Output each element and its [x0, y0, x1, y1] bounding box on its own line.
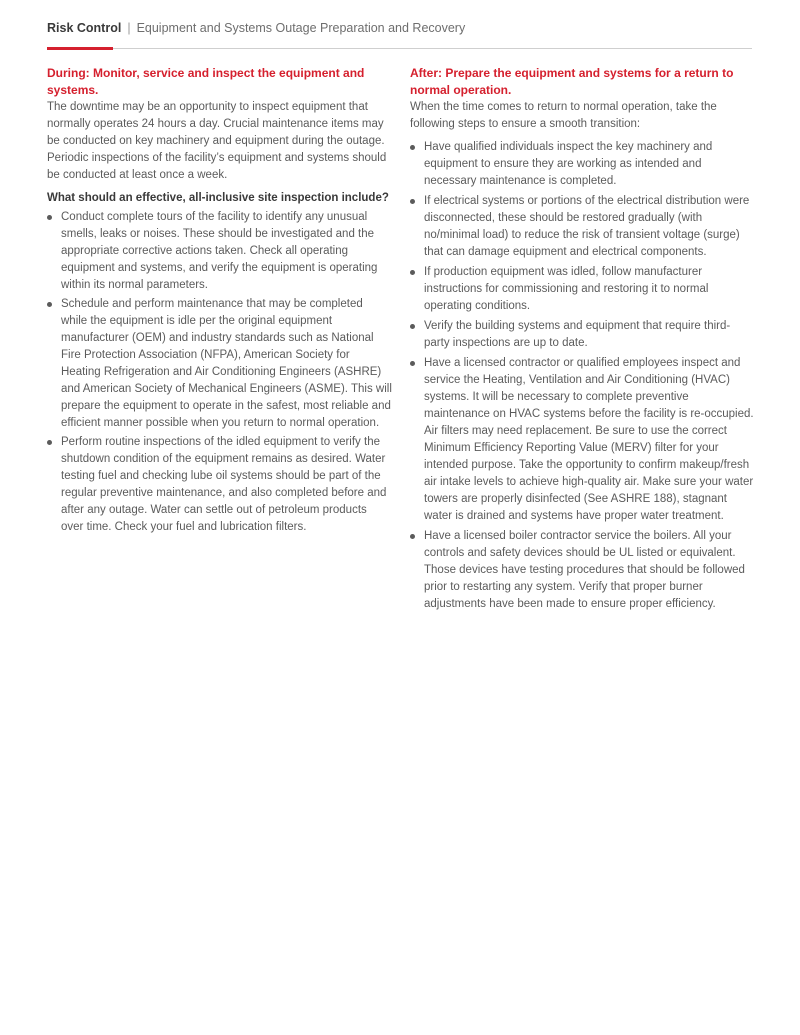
- bullet-dot-icon: [47, 215, 52, 220]
- header-text: [47, 20, 752, 36]
- list-item: [47, 209, 392, 294]
- right-intro: When the time comes to return to normal operation, take the following steps to ensure a smooth transition:: [410, 101, 717, 130]
- left-intro: The downtime may be an opportunity to inspect equipment that normally operates 24 hours a day. Crucial maintenance items may be conducted on key machinery and equipment during the outage. Periodic inspections of the facility’s equipment and systems should be conducted at least once a week.: [47, 101, 387, 181]
- bullet-dot-icon: [47, 302, 52, 307]
- list-item-text: Conduct complete tours of the facility to identify any unusual smells, leaks or noises. These should be investigated and the appropriate corrective actions taken. Check all operating equipment and systems, and verify the equipment is operating within its normal parameters.: [61, 211, 378, 291]
- right-heading: After: Prepare the equipment and systems for a return to normal operation.: [410, 66, 734, 97]
- right-column: [410, 65, 755, 613]
- list-item: [410, 318, 755, 352]
- page-header: [47, 20, 752, 49]
- right-bullet-list: [410, 139, 755, 613]
- bullet-dot-icon: [410, 199, 415, 204]
- header-title: Equipment and Systems Outage Preparation and Recovery: [136, 21, 466, 35]
- list-item: [410, 193, 755, 261]
- header-accent-bar: [47, 47, 113, 50]
- list-item-text: If production equipment was idled, follow manufacturer instructions for commissioning and restoring it to normal operating conditions.: [424, 266, 709, 312]
- inspection-question: What should an effective, all-inclusive site inspection include?: [47, 192, 389, 204]
- bullet-dot-icon: [47, 440, 52, 445]
- header-separator: |: [127, 21, 131, 35]
- left-column: [47, 65, 392, 536]
- list-item-text: Schedule and perform maintenance that may be completed while the equipment is idle per the original equipment manufacturer (OEM) and industry standards such as National Fire Protection Association (NFPA), American Society for Heating Refrigeration and Air Conditioning Engineers (ASHRE) and American Society of Mechanical Engineers (ASME). This will prepare the equipment to operate in the safest, most reliable and efficient manner possible when you return to normal operation.: [61, 298, 392, 429]
- bullet-dot-icon: [410, 534, 415, 539]
- header-brand: Risk Control: [47, 21, 122, 35]
- bullet-dot-icon: [410, 361, 415, 366]
- left-bullet-list: [47, 209, 392, 536]
- bullet-dot-icon: [410, 145, 415, 150]
- bullet-dot-icon: [410, 324, 415, 329]
- list-item: [410, 139, 755, 190]
- list-item: [410, 528, 755, 613]
- list-item: [410, 264, 755, 315]
- bullet-dot-icon: [410, 270, 415, 275]
- list-item-text: Perform routine inspections of the idled equipment to verify the shutdown condition of the equipment remains as desired. Water testing fuel and checking lube oil systems should be part of the regular preventive maintenance, and also completed before and after any outage. Water can settle out of petroleum products over time. Check your fuel and lubrication filters.: [61, 436, 387, 533]
- list-item-text: Have a licensed boiler contractor service the boilers. All your controls and safety devices should be UL listed or equivalent. Those devices have testing procedures that should be followed prior to restarting any system. Verify that proper burner adjustments have been made to ensure proper efficiency.: [424, 530, 745, 610]
- list-item: [47, 434, 392, 536]
- left-heading: During: Monitor, service and inspect the equipment and systems.: [47, 66, 365, 97]
- list-item-text: If electrical systems or portions of the electrical distribution were disconnected, these should be restored gradually (with no/minimal load) to reduce the risk of transient voltage (surge) that can damage equipment and electrical components.: [424, 195, 750, 258]
- list-item-text: Have qualified individuals inspect the key machinery and equipment to ensure they are working as intended and necessary maintenance is completed.: [424, 141, 713, 187]
- list-item-text: Verify the building systems and equipment that require third-party inspections are up to date.: [424, 320, 731, 349]
- list-item: [47, 296, 392, 432]
- list-item-text: Have a licensed contractor or qualified employees inspect and service the Heating, Ventilation and Air Conditioning (HVAC) systems. It will be necessary to complete preventive maintenance on HVAC systems before the facility is re-occupied. Air filters may need replacement. Be sure to use the correct Minimum Efficiency Reporting Value (MERV) filter for your intended purpose. Take the opportunity to confirm makeup/fresh air intake levels to achieve high-quality air. Make sure your water towers are properly disinfected (See ASHRE 188), stagnant water is drained and systems have proper water treatment.: [424, 357, 754, 522]
- list-item: [410, 355, 755, 525]
